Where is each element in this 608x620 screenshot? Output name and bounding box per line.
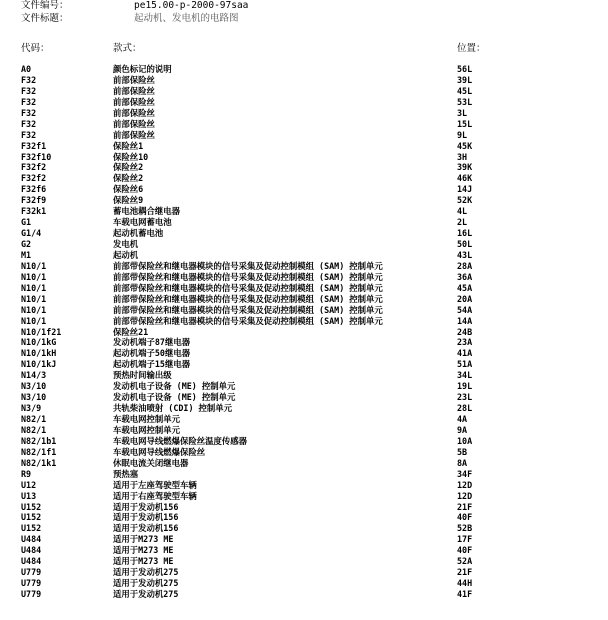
table-row	[0, 206, 608, 217]
row-position: 45A	[457, 282, 473, 293]
row-description: 保险丝2	[113, 173, 144, 184]
row-code: A0	[21, 64, 32, 74]
row-description: 前部保险丝	[113, 118, 155, 129]
row-code: N82/1k1	[21, 457, 57, 468]
row-position: 17F	[457, 534, 473, 545]
row-position: 14A	[457, 315, 473, 326]
row-position: 5B	[457, 446, 468, 457]
row-position: 50L	[457, 239, 473, 249]
table-row	[0, 316, 608, 327]
row-description: 前部保险丝	[113, 107, 155, 118]
row-code: F32f10	[21, 151, 52, 162]
row-code: N3/9	[21, 403, 42, 414]
row-description: 蓄电池耦合继电器	[113, 206, 180, 217]
row-description: 适用于左座驾驶型车辆	[113, 479, 197, 490]
row-code: F32f9	[21, 195, 47, 206]
row-position: 12D	[457, 479, 473, 490]
row-code: U484	[21, 556, 42, 567]
row-description: 适用于发动机156	[113, 523, 179, 534]
row-position: 16L	[457, 228, 473, 239]
row-code: U12	[21, 479, 37, 490]
row-code: N10/1	[21, 293, 47, 304]
row-code: U779	[21, 567, 42, 578]
row-position: 54A	[457, 304, 473, 315]
row-code: G1/4	[21, 228, 42, 239]
header-pos: 位置：	[457, 43, 486, 54]
row-position: 45L	[457, 85, 473, 96]
row-code: G2	[21, 239, 32, 249]
row-position: 21F	[457, 567, 473, 578]
table-row	[0, 327, 608, 338]
table-row	[0, 184, 608, 195]
row-position: 23A	[457, 337, 473, 348]
row-code: F32k1	[21, 206, 47, 217]
table-row	[0, 381, 608, 392]
table-row	[0, 239, 608, 250]
row-description: 保险丝10	[113, 151, 149, 162]
table-row	[0, 337, 608, 348]
row-description: 前部带保险丝和继电器模块的信号采集及促动控制模组 (SAM) 控制单元	[113, 315, 383, 326]
table-row	[0, 414, 608, 425]
row-code: N3/10	[21, 381, 47, 392]
row-code: U13	[21, 490, 37, 501]
row-position: 44H	[457, 578, 473, 589]
row-description: 颜色标记的说明	[113, 64, 172, 74]
row-position: 40F	[457, 545, 473, 556]
row-position: 19L	[457, 381, 473, 392]
doc-number-label: 文件编号：	[21, 0, 69, 11]
row-code: N10/1f21	[21, 326, 62, 337]
row-description: 保险丝6	[113, 184, 144, 195]
row-code: G1	[21, 217, 32, 228]
row-code: U152	[21, 523, 42, 534]
row-position: 39L	[457, 74, 473, 85]
row-description: 预热时间输出级	[113, 370, 172, 381]
row-position: 45K	[457, 140, 473, 151]
row-position: 4A	[457, 414, 468, 424]
row-position: 9L	[457, 129, 468, 140]
row-description: 车载电网导线燃爆保险丝温度传感器	[113, 435, 247, 446]
row-position: 56L	[457, 64, 473, 74]
table-row	[0, 173, 608, 184]
row-code: U484	[21, 534, 42, 545]
table-row	[0, 359, 608, 370]
row-position: 36A	[457, 271, 473, 282]
table-row	[0, 162, 608, 173]
table-row	[0, 556, 608, 567]
row-position: 34F	[457, 468, 473, 479]
row-code: N10/1kJ	[21, 359, 57, 370]
row-code: F32	[21, 129, 37, 140]
table-row	[0, 370, 608, 381]
row-description: 起动机蓄电池	[113, 228, 164, 239]
row-position: 15L	[457, 118, 473, 129]
row-description: 休眠电流关闭继电器	[113, 457, 189, 468]
row-code: F32f6	[21, 184, 47, 195]
table-row	[0, 108, 608, 119]
row-description: 适用于发动机156	[113, 501, 179, 512]
row-code: F32	[21, 118, 37, 129]
row-description: 起动机端子50继电器	[113, 348, 191, 359]
row-code: M1	[21, 249, 32, 260]
row-description: 前部带保险丝和继电器模块的信号采集及促动控制模组 (SAM) 控制单元	[113, 304, 383, 315]
table-row	[0, 75, 608, 86]
row-code: N10/1	[21, 315, 47, 326]
table-row	[0, 589, 608, 600]
row-position: 3L	[457, 107, 468, 118]
row-code: N10/1	[21, 260, 47, 271]
table-row	[0, 152, 608, 163]
table-row	[0, 436, 608, 447]
row-description: 适用于M273 ME	[113, 545, 174, 556]
row-description: 前部保险丝	[113, 85, 155, 96]
row-description: 前部保险丝	[113, 96, 155, 107]
table-row	[0, 195, 608, 206]
table-row	[0, 469, 608, 480]
row-description: 前部带保险丝和继电器模块的信号采集及促动控制模组 (SAM) 控制单元	[113, 271, 383, 282]
row-position: 51A	[457, 359, 473, 370]
row-description: 发动机电子设备 (ME) 控制单元	[113, 381, 236, 392]
row-position: 28A	[457, 260, 473, 271]
table-row	[0, 567, 608, 578]
table-row	[0, 86, 608, 97]
row-description: 发动机电子设备 (ME) 控制单元	[113, 392, 236, 403]
row-position: 21F	[457, 501, 473, 512]
row-description: 适用于发动机275	[113, 589, 179, 599]
row-position: 43L	[457, 249, 473, 260]
row-position: 2L	[457, 217, 468, 228]
table-row	[0, 447, 608, 458]
row-description: 保险丝2	[113, 162, 144, 173]
row-description: 保险丝1	[113, 140, 144, 151]
table-row	[0, 523, 608, 534]
row-code: N14/3	[21, 370, 47, 381]
table-row	[0, 305, 608, 316]
row-code: N10/1kH	[21, 348, 57, 359]
row-code: F32f1	[21, 140, 47, 151]
row-position: 41F	[457, 589, 473, 599]
row-position: 8A	[457, 457, 468, 468]
row-position: 46K	[457, 173, 473, 184]
row-code: N10/1	[21, 282, 47, 293]
row-code: F32	[21, 96, 37, 107]
row-code: F32	[21, 85, 37, 96]
row-position: 28L	[457, 403, 473, 414]
row-position: 9A	[457, 424, 468, 435]
row-position: 4L	[457, 206, 468, 217]
row-code: N10/1	[21, 271, 47, 282]
table-row	[0, 250, 608, 261]
row-description: 起动机端子15继电器	[113, 359, 191, 370]
row-position: 53L	[457, 96, 473, 107]
row-code: N82/1	[21, 424, 47, 435]
row-description: 保险丝21	[113, 326, 149, 337]
table-row	[0, 425, 608, 436]
row-description: 适用于右座驾驶型车辆	[113, 490, 197, 501]
row-code: R9	[21, 468, 32, 479]
table-row	[0, 512, 608, 523]
row-code: F32	[21, 107, 37, 118]
table-row	[0, 458, 608, 469]
row-code: U779	[21, 589, 42, 599]
table-row	[0, 545, 608, 556]
doc-number-value: pe15.00-p-2000-97saa	[134, 0, 249, 11]
table-row	[0, 97, 608, 108]
table-row	[0, 130, 608, 141]
row-position: 14J	[457, 184, 473, 195]
table-row	[0, 217, 608, 228]
row-description: 前部带保险丝和继电器模块的信号采集及促动控制模组 (SAM) 控制单元	[113, 293, 383, 304]
row-position: 52K	[457, 195, 473, 206]
table-row	[0, 403, 608, 414]
row-code: U152	[21, 512, 42, 523]
table-row	[0, 491, 608, 502]
row-description: 起动机	[113, 249, 139, 260]
row-description: 适用于发动机275	[113, 567, 179, 578]
row-code: F32	[21, 74, 37, 85]
table-row	[0, 294, 608, 305]
row-code: U484	[21, 545, 42, 556]
row-description: 发动机端子87继电器	[113, 337, 191, 348]
row-position: 52B	[457, 523, 473, 534]
row-position: 52A	[457, 556, 473, 567]
row-code: N82/1b1	[21, 435, 57, 446]
row-position: 24B	[457, 326, 473, 337]
row-description: 保险丝9	[113, 195, 144, 206]
row-position: 3H	[457, 151, 468, 162]
doc-title-label: 文件标题：	[21, 13, 69, 24]
row-code: F32f2	[21, 162, 47, 173]
row-code: N82/1f1	[21, 446, 57, 457]
row-description: 适用于发动机156	[113, 512, 179, 523]
row-description: 车载电网导线燃爆保险丝	[113, 446, 206, 457]
table-row	[0, 534, 608, 545]
parts-table	[0, 64, 608, 600]
row-description: 前部带保险丝和继电器模块的信号采集及促动控制模组 (SAM) 控制单元	[113, 260, 383, 271]
table-row	[0, 272, 608, 283]
row-description: 前部带保险丝和继电器模块的信号采集及促动控制模组 (SAM) 控制单元	[113, 282, 383, 293]
row-code: F32f2	[21, 173, 47, 184]
row-code: N10/1	[21, 304, 47, 315]
row-description: 前部保险丝	[113, 129, 155, 140]
row-code: N3/10	[21, 392, 47, 403]
row-description: 车载电网控制单元	[113, 424, 180, 435]
row-code: N82/1	[21, 414, 47, 424]
row-description: 车载电网控制单元	[113, 414, 180, 424]
row-position: 40F	[457, 512, 473, 523]
row-position: 10A	[457, 435, 473, 446]
table-row	[0, 141, 608, 152]
table-row	[0, 228, 608, 239]
table-row	[0, 480, 608, 491]
row-description: 共轨柴油喷射 (CDI) 控制单元	[113, 403, 233, 414]
row-description: 适用于发动机275	[113, 578, 179, 589]
row-code: U152	[21, 501, 42, 512]
row-description: 适用于M273 ME	[113, 534, 174, 545]
table-row	[0, 261, 608, 272]
row-code: N10/1kG	[21, 337, 57, 348]
table-row	[0, 392, 608, 403]
row-position: 39K	[457, 162, 473, 173]
row-position: 23L	[457, 392, 473, 403]
row-position: 20A	[457, 293, 473, 304]
doc-title-value: 起动机、发电机的电路图	[134, 13, 239, 24]
table-row	[0, 283, 608, 294]
table-row	[0, 64, 608, 75]
row-description: 适用于M273 ME	[113, 556, 174, 567]
row-position: 12D	[457, 490, 473, 501]
table-row	[0, 578, 608, 589]
row-code: U779	[21, 578, 42, 589]
table-row	[0, 348, 608, 359]
row-position: 41A	[457, 348, 473, 359]
table-row	[0, 119, 608, 130]
table-row	[0, 502, 608, 513]
header-desc: 款式：	[113, 43, 142, 54]
row-description: 发电机	[113, 239, 139, 249]
row-description: 预热塞	[113, 468, 139, 479]
row-description: 车载电网蓄电池	[113, 217, 172, 228]
header-code: 代码：	[21, 43, 50, 54]
row-description: 前部保险丝	[113, 74, 155, 85]
row-position: 34L	[457, 370, 473, 381]
